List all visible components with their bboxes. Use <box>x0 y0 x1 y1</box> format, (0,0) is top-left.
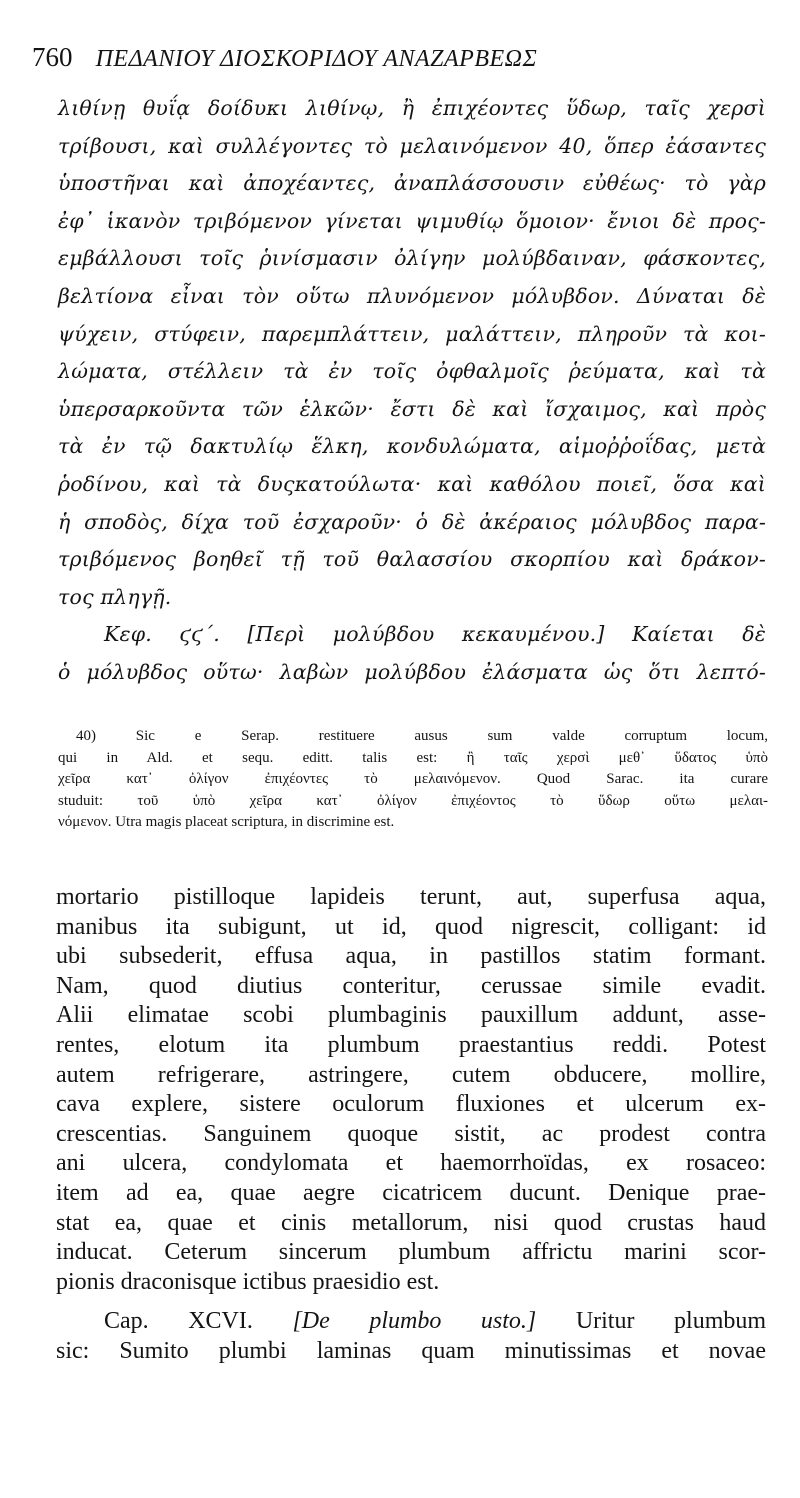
greek-line: ὑποστῆναι καὶ ἀποχέαντες, ἀναπλάσσουσιν εὐθέως· τὸ γὰρ <box>58 171 766 196</box>
footnote-line: qui in Ald. et sequ. editt. talis est: ἢ ταῖς χερσὶ μεθ᾽ ὕδατος ὑπὸ <box>58 749 768 766</box>
footnote-line: 40) Sic e Serap. restituere ausus sum valde corruptum locum, <box>76 728 768 744</box>
latin-line: rentes, elotum ita plumbum praestantius reddi. Potest <box>56 1031 766 1058</box>
greek-line: ἡ σποδὸς, δίχα τοῦ ἐσχαροῦν· ὁ δὲ ἀκέραιος μόλυβδος παρα- <box>58 509 766 534</box>
greek-line: τριβόμενος βοηθεῖ τῇ τοῦ θαλασσίου σκορπίου καὶ δράκον- <box>58 547 766 572</box>
latin-line: ubi subsederit, effusa aqua, in pastillos statim formant. <box>56 943 766 970</box>
greek-line: λώματα, στέλλειν τὰ ἐν τοῖς ὀφθαλμοῖς ῥεύματα, καὶ τὰ <box>58 359 766 384</box>
greek-text-block <box>58 90 766 692</box>
greek-line: βελτίονα εἶναι τὸν οὕτω πλυνόμενον μόλυβδον. Δύναται δὲ <box>58 283 766 308</box>
latin-line: manibus ita subigunt, ut id, quod nigrescit, colligant: id <box>56 913 766 940</box>
greek-line: τος πληγῇ. <box>58 584 172 609</box>
latin-line: inducat. Ceterum sincerum plumbum affrictu marini scor- <box>56 1239 766 1266</box>
greek-line: ὑπερσαρκοῦντα τῶν ἑλκῶν· ἔστι δὲ καὶ ἴσχαιμος, καὶ πρὸς <box>58 396 766 421</box>
latin-line: pionis draconisque ictibus praesidio est. <box>56 1268 440 1295</box>
footnote-line: νόμενον. Utra magis placeat scriptura, in discrimine est. <box>58 814 395 831</box>
footnote <box>58 726 768 834</box>
latin-text-block <box>56 883 766 1367</box>
chapter-line-rest: Uritur plumbum <box>575 1308 767 1335</box>
footnote-line: χεῖρα κατ᾽ ὀλίγον ἐπιχέοντες τὸ μελαινόμενον. Quod Sarac. ita curare <box>58 771 768 788</box>
latin-line: stat ea, quae et cinis metallorum, nisi quod crustas haud <box>56 1209 766 1236</box>
chapter-number: Cap. XCVI. <box>104 1308 253 1335</box>
page-number: 760 <box>32 42 73 72</box>
greek-line: εμβάλλουσι τοῖς ῥινίσμασιν ὀλίγην μολύβδαιναν, φάσκοντες, <box>58 246 766 271</box>
paragraph-gap <box>56 1297 766 1307</box>
latin-line: autem refrigerare, astringere, cutem obducere, mollire, <box>56 1061 766 1088</box>
footnote-line: studuit: τοῦ ὑπὸ χεῖρα κατ᾽ ὀλίγον ἐπιχέοντος τὸ ὕδωρ οὕτω μελαι- <box>58 792 768 809</box>
latin-line: mortario pistilloque lapideis terunt, aut, superfusa aqua, <box>56 884 766 910</box>
latin-line: item ad ea, quae aegre cicatricem ducunt. Denique prae- <box>56 1179 766 1206</box>
greek-line: λιθίνῃ θυΐᾳ δοίδυκι λιθίνῳ, ἢ ἐπιχέοντες ὕδωρ, ταῖς χερσὶ <box>58 96 766 120</box>
greek-line: ὁ μόλυβδος οὕτω· λαβὼν μολύβδου ἐλάσματα ὡς ὅτι λεπτό- <box>58 659 766 684</box>
latin-line: sic: Sumito plumbi laminas quam minutissimas et novae <box>56 1337 766 1364</box>
greek-line: ἐφ᾽ ἱκανὸν τριβόμενον γίνεται ψιμυθίῳ ὅμοιον· ἔνιοι δὲ προς- <box>58 208 766 233</box>
greek-line: ῥοδίνου, καὶ τὰ δυςκατούλωτα· καὶ καθόλου ποιεῖ, ὅσα καὶ <box>58 471 766 496</box>
latin-line: Nam, quod diutius conteritur, cerussae simile evadit. <box>56 972 766 999</box>
greek-chapter-heading-line: Κεφ. ϛϛ΄. [Περὶ μολύβδου κεκαυμένου.] Καίεται δὲ <box>104 622 766 647</box>
chapter-title: [De plumbo usto.] <box>292 1308 537 1335</box>
latin-line: crescentias. Sanguinem quoque sistit, ac prodest contra <box>56 1120 766 1147</box>
running-title: ΠΕΔΑΝΙΟΥ ΔΙΟΣΚΟΡΙΔΟΥ ΑΝΑΖΑΡΒΕΩΣ <box>95 46 538 72</box>
greek-line: τρίβουσι, καὶ συλλέγοντες τὸ μελαινόμενον 40, ὅπερ ἐάσαντες <box>58 133 766 158</box>
page-header <box>32 42 772 82</box>
latin-chapter-heading-line <box>56 1307 766 1337</box>
latin-line: ani ulcera, condylomata et haemorrhoïdas, ex rosaceo: <box>56 1150 766 1177</box>
latin-line: Alii elimatae scobi plumbaginis pauxillum addunt, asse- <box>56 1002 766 1029</box>
latin-line: cava explere, sistere oculorum fluxiones et ulcerum ex- <box>56 1091 766 1118</box>
greek-line: τὰ ἐν τῷ δακτυλίῳ ἕλκη, κονδυλώματα, αἱμοῤῥοΐδας, μετὰ <box>58 434 766 459</box>
greek-line: ψύχειν, στύφειν, παρεμπλάττειν, μαλάττειν, πληροῦν τὰ κοι- <box>58 321 766 346</box>
